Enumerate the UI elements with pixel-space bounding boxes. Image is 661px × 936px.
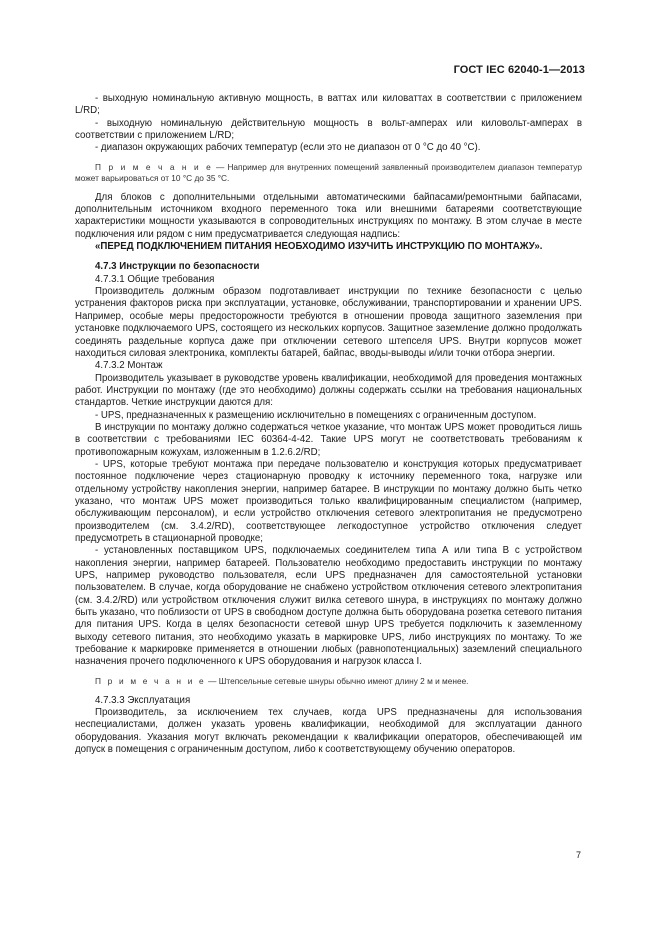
page-content <box>75 93 582 757</box>
note-temperature <box>75 162 582 184</box>
note-label: П р и м е ч а н и е <box>95 675 206 686</box>
section-heading-operation: 4.7.3.3 Эксплуатация <box>95 694 191 706</box>
bullet-connector-type: - установленных поставщиком UPS, подключаемых соединителем типа А или типа В с устройством накопления энергии, например батареей. Пользователю необходимо предоставить инструкции по монтажу UPS, например руководство пользователя, если UPS предназначен для самостоятельной установки пользователем. В случае, когда оборудование не снабжено устройством отключения сетевого электропитания (см. 3.4.2/RD) или устройством отключения служит вилка сетевого шнура, в инструкциях по монтажу должно быть указано, что поблизости от UPS в свободном доступе должна быть оборудована розетка сетевого питания для питания UPS. Когда в целях безопасности сетевой шнур UPS требуется подключить к заземленному выходу сетевого питания, это необходимо указать в маркировке UPS, либо инструкциях по монтажу. То же требование к маркировке применяется в отношении любых (равнопотенциальных) заземлений специального назначения прочего подключенного к UPS оборудования и нагрузок класса I. <box>75 545 582 668</box>
bullet-active-power: - выходную номинальную активную мощность, в ваттах или киловаттах в соответствии с приложением L/RD; <box>75 93 582 117</box>
note-text: — Штепсельные сетевые шнуры обычно имеют длину 2 м и менее. <box>205 675 469 686</box>
section-heading-safety-instructions: 4.7.3 Инструкции по безопасности <box>95 261 260 273</box>
paragraph-bypass: Для блоков с дополнительными отдельными автоматическими байпасами/ремонтными байпасами, дополнительным источником входного переменного тока или внешними батареями соответствующие характеристики мощности указываются в сопроводительных инструкциях по монтажу. В этом случае в месте подключения или рядом с ним предусматривается следующая надпись: <box>75 191 582 240</box>
note-text: — Например для внутренних помещений заявленный производителем диапазон температур может варьироваться от 10 °С до 35 °С. <box>75 161 582 183</box>
bullet-apparent-power: - выходную номинальную действительную мощность в вольт-амперах или киловольт-амперах в соответствии с приложением L/RD; <box>75 117 582 142</box>
section-heading-installation: 4.7.3.2 Монтаж <box>95 360 163 372</box>
paragraph-general-requirements: Производитель должным образом подготавливает инструкции по технике безопасности с целью устранения факторов риска при эксплуатации, установке, обслуживании, транспортировании и хранении UPS. Например, особые меры предосторожности требуются в отношении провода защитного заземления при установке подключаемого UPS, состоящего из нескольких корпусов. Защитное заземление должно продолжать соединять раздельные корпуса даже при отключении сетевого штепселя UPS. Внутри корпусов может находиться силовая электроника, комплекты батарей, байпас, вводы-выводы и/или точки отбора энергии. <box>75 286 582 359</box>
paragraph-operation: Производитель, за исключением тех случаев, когда UPS предназначены для использования неспециалистами, должен указать уровень квалификации, необходимой для эксплуатации данного оборудования. Указания могут включать рекомендации к квалификации операторов, обеспечивающей им допуск в помещения с ограниченным доступом, либо к соответствующему обучению операторов. <box>75 707 582 756</box>
paragraph-installation-intro: Производитель указывает в руководстве уровень квалификации, необходимой для проведения монтажных работ. Инструкции по монтажу (где это необходимо) должны содержать ссылки на требования национальных стандартов. Четкие инструкции даются для: <box>75 372 582 409</box>
page-number: 7 <box>576 850 582 860</box>
note-label: П р и м е ч а н и е <box>95 161 213 172</box>
bullet-permanent-connection: - UPS, которые требуют монтажа при передаче пользователю и конструкция которых предусматривает постоянное подключение через стационарную проводку к источнику переменного тока, нагрузке или отдельному устройству накопления энергии, например батарее. В инструкции по монтажу должно быть четко указано, что монтаж UPS может производиться только квалифицированным специалистом (например, обслуживающим персоналом), и если устройство отключения сетевого электропитания не предусмотрено производителем (см. 3.4.2/RD), соответствующее легкодоступное устройство отключения следует предусмотреть в стационарной проводке; <box>75 458 582 544</box>
bullet-restricted-access: - UPS, предназначенных к размещению исключительно в помещениях с ограниченным доступом. <box>95 409 537 421</box>
note-cord-length <box>75 676 582 687</box>
bullet-temperature-range: - диапазон окружающих рабочих температур (если это не диапазон от 0 °С до 40 °С). <box>95 142 481 154</box>
section-heading-general-requirements: 4.7.3.1 Общие требования <box>95 273 215 285</box>
standard-id-header: ГОСТ IEC 62040-1—2013 <box>453 64 585 76</box>
paragraph-iec-60364: В инструкции по монтажу должно содержаться четкое указание, что монтаж UPS может проводиться лишь в соответствии с требованиями IEC 60364-4-42. Такие UPS могут не соответствовать требованиям к противопожарным кожухам, изложенным в 1.2.6.2/RD; <box>75 421 582 458</box>
warning-notice: «ПЕРЕД ПОДКЛЮЧЕНИЕМ ПИТАНИЯ НЕОБХОДИМО ИЗУЧИТЬ ИНСТРУКЦИЮ ПО МОНТАЖУ». <box>95 241 543 253</box>
